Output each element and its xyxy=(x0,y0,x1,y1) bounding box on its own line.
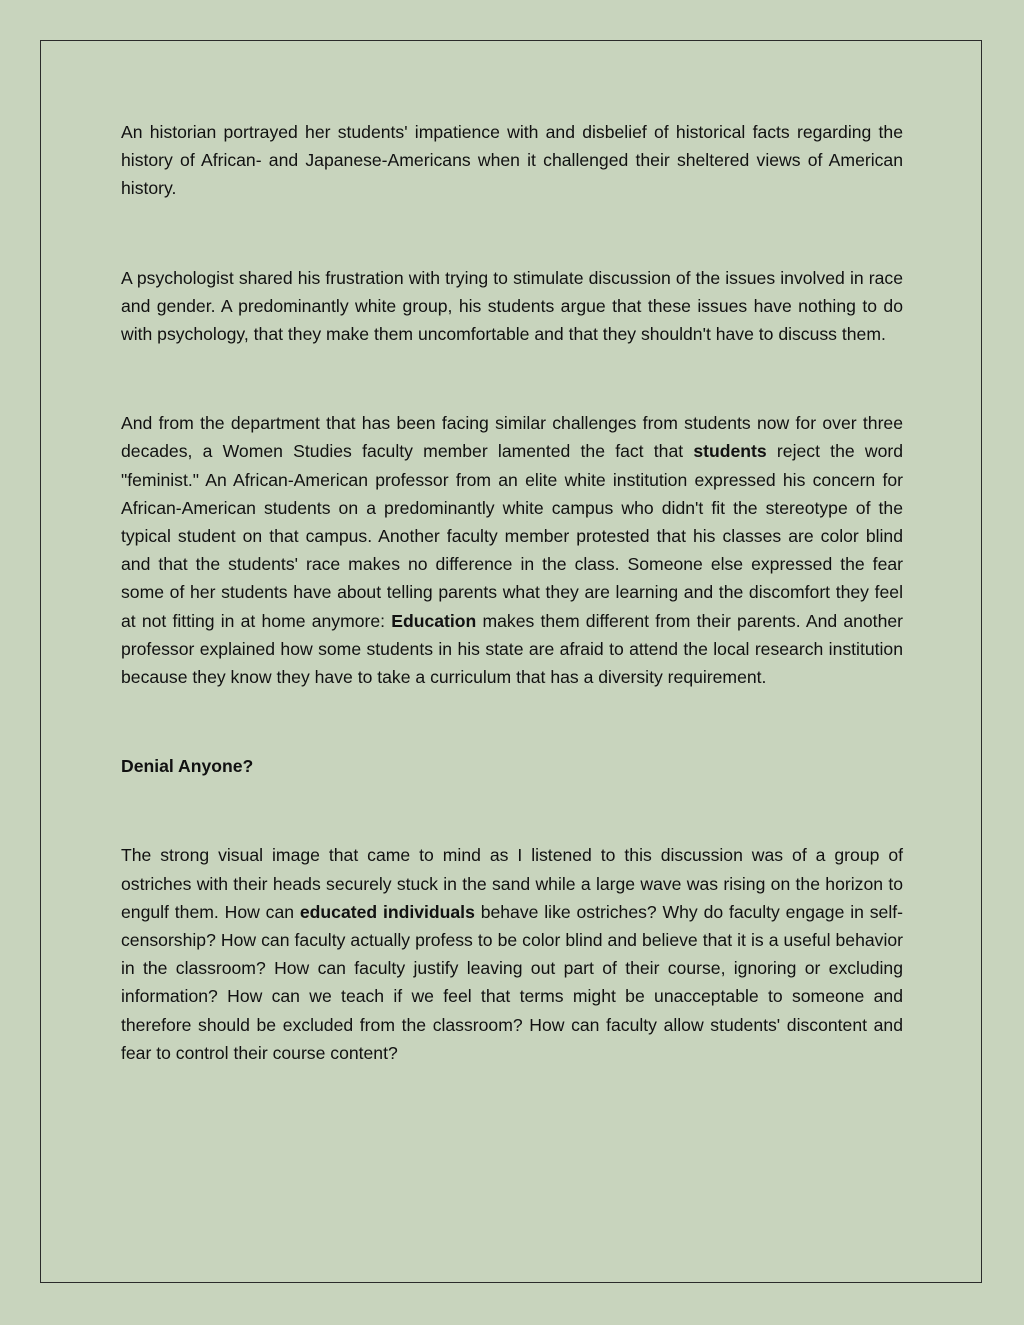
bold-educated-individuals: educated individuals xyxy=(299,901,475,922)
document-body xyxy=(121,118,903,1067)
paragraph-psychologist: A psychologist shared his frustration with trying to stimulate discussion of the issues involved in race and gender. A predominantly white group, his students argue that these issues have nothing to do with psychology, that they make them uncomfortable and that they shouldn't have to discuss them. xyxy=(121,267,903,345)
text-run: behave like ostriches? Why do faculty engage in self-censorship? How can faculty actually profess to be color blind and believe that it is a useful behavior in the classroom? How can faculty justify leaving out part of their course, ignoring or excluding information? How can we teach if we feel that terms might be unacceptable to someone and therefore should be excluded from the classroom? How can faculty allow students' discontent and fear to control their course content? xyxy=(121,901,903,1063)
bold-students: students xyxy=(693,441,767,462)
text-run: makes them different from their parents. And another professor explained how some students in his state are afraid to attend the local research institution because they know they have to take a curriculum that has a diversity requirement. xyxy=(121,610,904,688)
text-run: reject the word "feminist." An African-American professor from an elite white institution expressed his concern for African-American students on a predominantly white campus who didn't fit the stereotype of the typical student on that campus. Another faculty member protested that his classes are color blind and that the students' race makes no difference in the class. Someone else expressed the fear some of her students have about telling parents what they are learning and the discomfort they feel at not fitting in at home anymore: xyxy=(121,441,904,631)
paragraph-ostriches xyxy=(121,841,903,1067)
text-run: The strong visual image that came to mind as I listened to this discussion was of a group of ostriches with their heads securely stuck in the sand while a large wave was rising on the horizon to engulf them. How can xyxy=(121,845,903,922)
text-run: And from the department that has been facing similar challenges from students now for over three decades, a Women Studies faculty member lamented the fact that xyxy=(121,413,903,462)
bold-education: Education xyxy=(391,610,477,631)
paragraph-womens-studies xyxy=(121,409,903,691)
paragraph-historian: An historian portrayed her students' impatience with and disbelief of historical facts regarding the history of African- and Japanese-Americans when it challenged their sheltered views of American history. xyxy=(121,122,903,199)
section-heading: Denial Anyone? xyxy=(121,756,254,777)
